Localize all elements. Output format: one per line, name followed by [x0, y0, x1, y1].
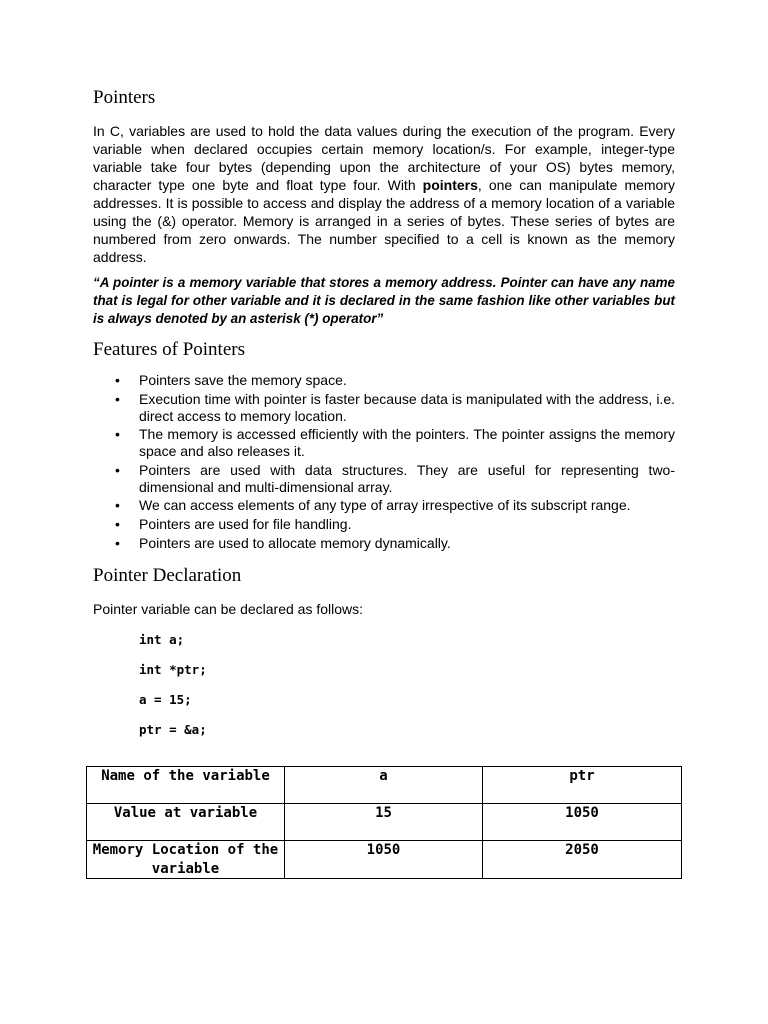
features-list	[93, 372, 675, 552]
features-heading: Features of Pointers	[93, 339, 245, 360]
pointer-definition-quote: “A pointer is a memory variable that stores a memory address. Pointer can have any name that is legal for other variable and it is declared in the same fashion like other variables but is always denoted by an asterisk (*) operator”	[93, 275, 675, 326]
table-cell: Value at variable	[87, 804, 285, 841]
code-line: a = 15;	[139, 691, 192, 707]
table-cell: 1050	[285, 841, 483, 879]
code-line: ptr = &a;	[139, 721, 207, 737]
list-item: • Pointers are used with data structures. They are useful for representing two-dimensional and multi-dimensional array.	[115, 461, 675, 495]
list-item: • Execution time with pointer is faster because data is manipulated with the address, i.e. direct access to memory location.	[115, 390, 675, 424]
bullet-icon: •	[115, 390, 120, 407]
intro-text-part2: , one can manipulate memory addresses. It is possible to access and display the address of a memory location of a variable using the (&) operator. Memory is arranged in a series of bytes. These series of bytes are numbered from zero onwards. The number specified to a cell is known as the memory address.	[93, 177, 675, 265]
list-item: • We can access elements of any type of array irrespective of its subscript range.	[115, 497, 631, 514]
list-item: • The memory is accessed efficiently with the pointers. The pointer assigns the memory space and also releases it.	[115, 426, 675, 460]
list-item: • Pointers are used for file handling.	[115, 515, 352, 532]
code-line: int a;	[139, 631, 185, 647]
bullet-icon: •	[115, 515, 120, 532]
table-cell: 1050	[483, 804, 682, 841]
code-line: int *ptr;	[139, 661, 207, 677]
declaration-intro: Pointer variable can be declared as follows:	[93, 600, 364, 617]
intro-text-part1: In C, variables are used to hold the data values during the execution of the program. Every variable when declared occupies certain memory location/s. For example, integer-type variable take four bytes (depending upon the architecture of your OS) bytes memory, character type one byte and float type four. With	[93, 123, 675, 193]
table-row	[87, 767, 682, 804]
table-cell: Name of the variable	[87, 767, 285, 804]
pointers-heading: Pointers	[93, 87, 156, 108]
bullet-icon: •	[115, 372, 120, 388]
bullet-icon: •	[115, 426, 120, 443]
bullet-icon: •	[115, 461, 120, 478]
table-cell: a	[285, 767, 483, 804]
list-item: • Pointers save the memory space.	[115, 372, 347, 388]
bullet-icon: •	[115, 497, 120, 514]
intro-bold-pointers: pointers	[422, 177, 478, 193]
list-item: • Pointers are used to allocate memory dynamically.	[115, 534, 451, 551]
table-cell: ptr	[483, 767, 682, 804]
table-row	[87, 841, 682, 879]
variables-table	[86, 766, 682, 879]
table-cell: 15	[285, 804, 483, 841]
pointers-intro-paragraph	[93, 122, 675, 266]
document-page	[93, 86, 675, 738]
table-cell: Memory Location of the variable	[87, 841, 285, 879]
bullet-icon: •	[115, 534, 120, 551]
declaration-heading: Pointer Declaration	[93, 564, 242, 586]
table-cell: 2050	[483, 841, 682, 879]
table-row	[87, 804, 682, 841]
